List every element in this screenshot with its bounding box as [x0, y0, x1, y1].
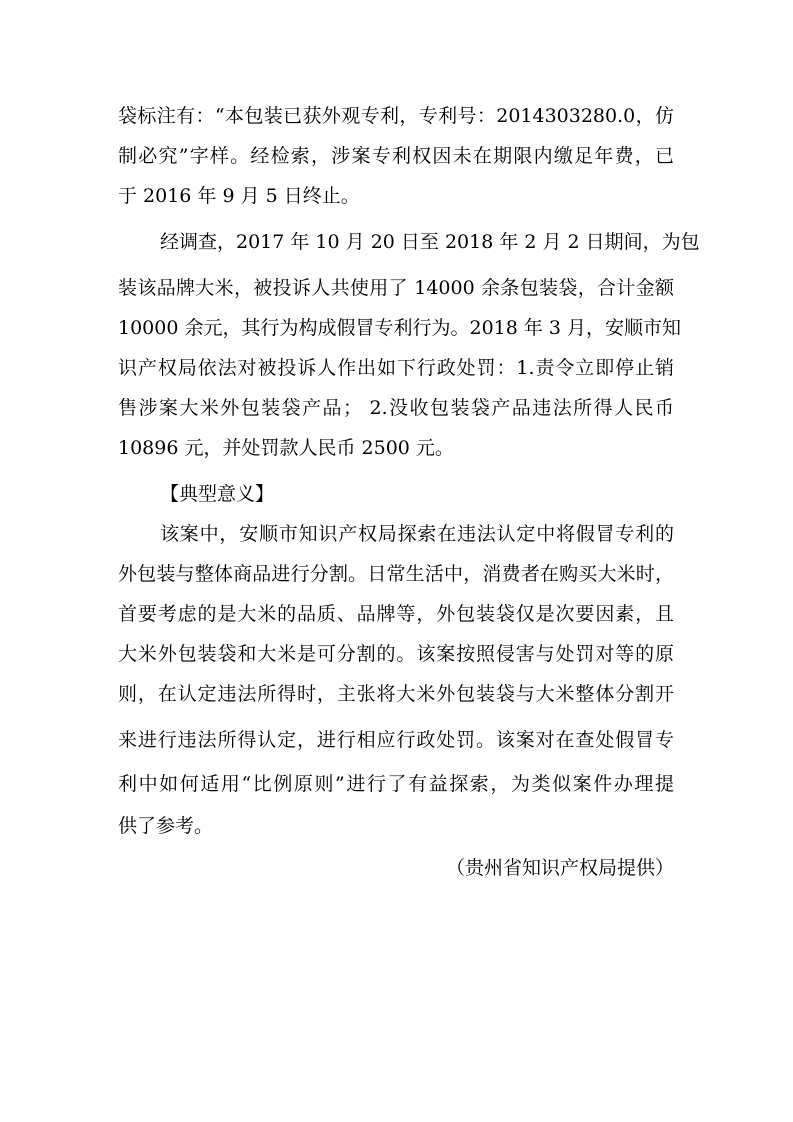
paragraph-3-line-6: 来进行违法所得认定，进行相应行政处罚。该案对在查处假冒专	[118, 729, 674, 751]
paragraph-3-line-7: 利中如何适用“比例原则”进行了有益探索，为类似案件办理提	[118, 773, 674, 795]
paragraph-1-line-1: 袋标注有：“本包装已获外观专利，专利号：2014303280.0，仿	[118, 105, 674, 127]
paragraph-2-line-1: 经调查，2017 年 10 月 20 日至 2018 年 2 月 2 日期间，为包	[160, 231, 700, 253]
source-credit: （贵州省知识产权局提供）	[445, 857, 674, 879]
paragraph-3-line-5: 则，在认定违法所得时，主张将大米外包装袋与大米整体分割开	[118, 683, 674, 705]
paragraph-3-line-2: 外包装与整体商品进行分割。日常生活中，消费者在购买大米时，	[118, 563, 674, 585]
paragraph-3-line-1: 该案中，安顺市知识产权局探索在违法认定中将假冒专利的	[160, 523, 674, 545]
paragraph-1-line-3: 于 2016 年 9 月 5 日终止。	[118, 185, 360, 207]
paragraph-1-line-2: 制必究”字样。经检索，涉案专利权因未在期限内缴足年费，已	[118, 145, 674, 167]
paragraph-3-line-4: 大米外包装袋和大米是可分割的。该案按照侵害与处罚对等的原	[118, 643, 674, 665]
paragraph-2-line-5: 售涉案大米外包装袋产品； 2.没收包装袋产品违法所得人民币	[118, 397, 674, 419]
paragraph-2-line-4: 识产权局依法对被投诉人作出如下行政处罚：1.责令立即停止销	[118, 357, 674, 379]
paragraph-2-line-3: 10000 余元，其行为构成假冒专利行为。2018 年 3 月，安顺市知	[118, 317, 682, 339]
paragraph-3-line-3: 首要考虑的是大米的品质、品牌等，外包装袋仅是次要因素，且	[118, 603, 674, 625]
section-heading: 【典型意义】	[160, 483, 275, 505]
paragraph-3-line-8: 供了参考。	[118, 815, 214, 837]
paragraph-2-line-2: 装该品牌大米，被投诉人共使用了 14000 余条包装袋，合计金额	[118, 277, 674, 299]
paragraph-2-line-6: 10896 元，并处罚款人民币 2500 元。	[118, 437, 454, 459]
